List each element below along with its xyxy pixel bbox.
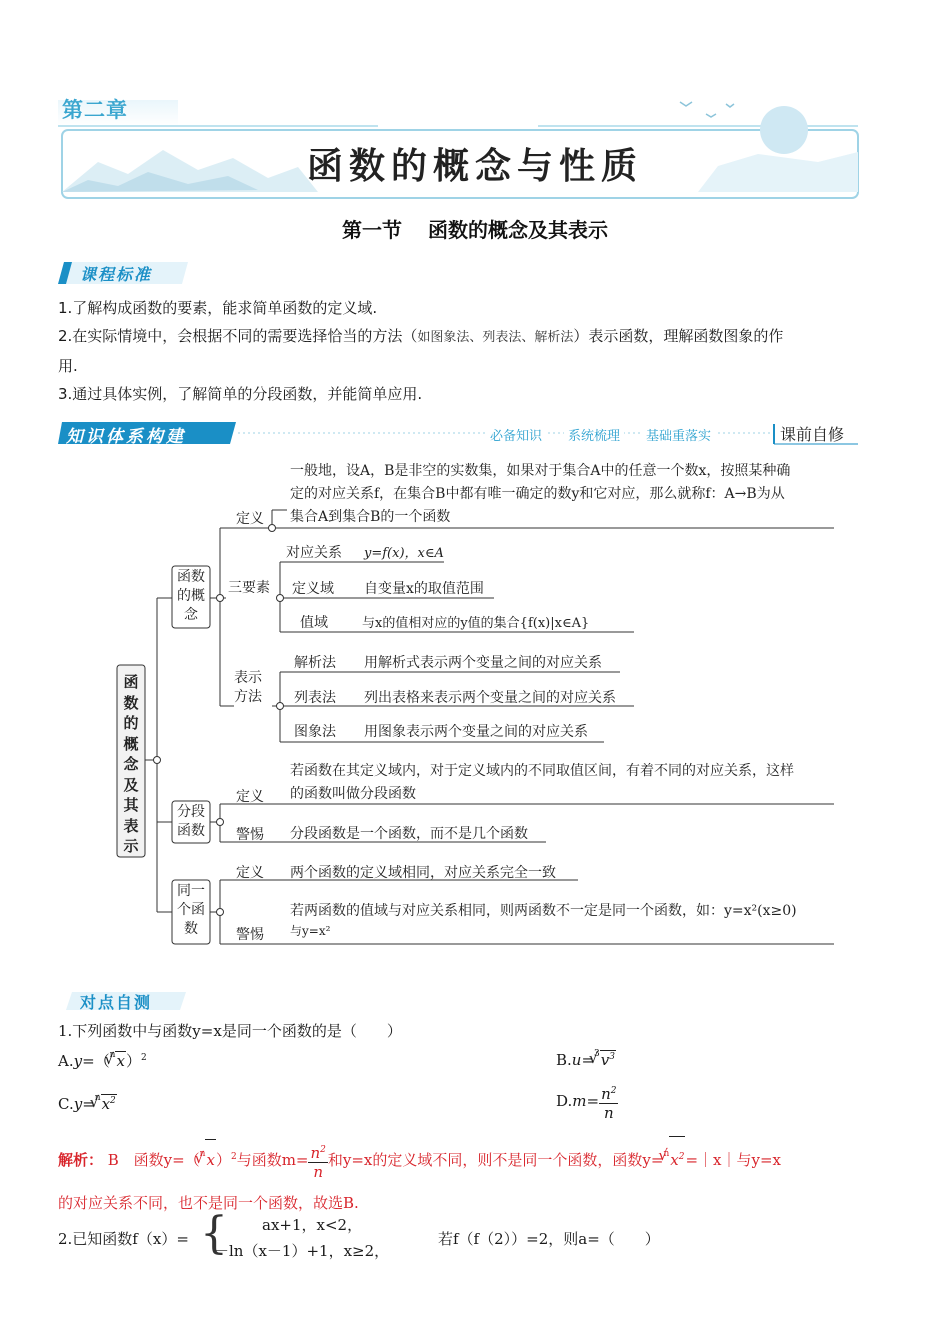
piecewise-def-label: 定义 xyxy=(236,789,264,805)
analytic-text: 用解析式表示两个变量之间的对应关系 xyxy=(364,655,602,671)
list-text: 列出表格来表示两个变量之间的对应关系 xyxy=(364,690,616,706)
three-elements-label: 三要素 xyxy=(228,580,270,596)
piecewise-def-line-2: 的函数叫做分段函数 xyxy=(290,786,416,802)
piecewise-def-line-1: 若函数在其定义域内，对于定义域内的不同取值区间，有着不同的对应关系，这样 xyxy=(290,763,794,779)
representation-label: 表示方法 xyxy=(234,670,262,705)
chapter-title: 函数的概念与性质 xyxy=(306,145,643,187)
branch-piecewise: 分段函数 xyxy=(177,804,205,839)
same-warn-label: 警惕 xyxy=(236,927,264,943)
piecewise-warn-text: 分段函数是一个函数，而不是几个函数 xyxy=(290,826,528,842)
image-text: 用图象表示两个变量之间的对应关系 xyxy=(364,724,588,740)
self-test-heading: 对点自测 xyxy=(80,993,153,1012)
same-warn-line-2: 与y=x² xyxy=(290,924,331,938)
q2-stem: 2.已知函数f（x）= xyxy=(58,1230,189,1248)
curriculum-item-2-cont: 用. xyxy=(58,357,78,375)
range-label: 值域 xyxy=(300,615,328,631)
section-name: 函数的概念及其表示 xyxy=(428,218,608,242)
analytic-label: 解析法 xyxy=(294,655,336,671)
curriculum-item-1: 1.了解构成函数的要素，能求简单函数的定义域. xyxy=(58,299,378,317)
solution-answer: B xyxy=(107,1151,119,1169)
concept-def-line-2: 定的对应关系f，在集合B中都有唯一确定的数y和它对应，那么就称f：A→B为从 xyxy=(290,486,785,502)
branch-concept: 函数的概念 xyxy=(177,569,205,623)
curriculum-item-2: 2.在实际情境中，会根据不同的需要选择恰当的方法（如图象法、列表法、解析法）表示函数，理解函数图象的作 xyxy=(58,327,784,345)
knowledge-right-label: 课前自修 xyxy=(780,425,845,444)
same-def-text: 两个函数的定义域相同，对应关系完全一致 xyxy=(290,865,556,881)
tree-root: 函数的概念及其表示 xyxy=(123,673,139,855)
list-label: 列表法 xyxy=(294,690,336,706)
range-text: 与x的值相对应的y值的集合{f(x)|x∈A} xyxy=(362,616,590,631)
q2-brace: { xyxy=(200,1208,228,1259)
curriculum-heading: 课程标准 xyxy=(80,265,153,284)
curriculum-item-3: 3.通过具体实例，了解简单的分段函数，并能简单应用. xyxy=(58,385,423,403)
q1-option-b: B.u=$^3$√ $v^3$ xyxy=(556,1050,616,1069)
q1-option-a: A.y=（$^n$√ x）$^2$ xyxy=(58,1050,147,1071)
domain-text: 自变量x的取值范围 xyxy=(364,581,484,597)
knowledge-heading: 知识体系构建 xyxy=(66,427,186,447)
section-number: 第一节 xyxy=(342,218,402,242)
q1-option-c: C.y=$^n$√ $x^2$ xyxy=(58,1094,117,1113)
q1-stem: 1.下列函数中与函数y=x是同一个函数的是（ ） xyxy=(58,1022,402,1040)
same-warn-line-1: 若两函数的值域与对应关系相同，则两函数不一定是同一个函数，如：y=x²(x≥0) xyxy=(290,903,797,919)
domain-label: 定义域 xyxy=(292,581,334,597)
concept-def-label: 定义 xyxy=(236,511,264,527)
same-def-label: 定义 xyxy=(236,865,264,881)
piecewise-warn-label: 警惕 xyxy=(236,827,264,843)
q2-piece-2: －ln（x－1）+1，x≥2， xyxy=(214,1242,390,1260)
image-label: 图象法 xyxy=(294,724,336,740)
knowledge-item-2: 系统梳理 xyxy=(564,425,624,444)
knowledge-item-3: 基础重落实 xyxy=(642,425,715,444)
q1-option-d: D.m= $\frac{n^2}{n}$ xyxy=(556,1082,618,1122)
q1-solution: 解析： B 函数y=（$^n$√ x）$^2$与函数m= $\frac{n^2}{n}$ 和y=x的定义域不同，则不是同一个函数，函数y=$^n$√ $x^2=|x|$与y=x 的对应关系不同，也不是同一个函数，故选B. xyxy=(58,1136,898,1223)
concept-def-line-3: 集合A到集合B的一个函数 xyxy=(290,509,451,525)
q2-piece-1: ax+1，x<2， xyxy=(262,1216,363,1234)
relation-text: y=f(x)，x∈A xyxy=(364,546,444,561)
q2-tail: 若f（f（2））=2，则a=（ ） xyxy=(438,1230,660,1248)
chapter-tag: 第二章 xyxy=(62,98,128,122)
solution-label: 解析： xyxy=(58,1151,104,1169)
branch-same: 同一个函数 xyxy=(177,883,205,937)
knowledge-item-1: 必备知识 xyxy=(486,425,546,444)
concept-def-line-1: 一般地，设A，B是非空的实数集，如果对于集合A中的任意一个数x，按照某种确 xyxy=(290,463,791,479)
relation-label: 对应关系 xyxy=(286,545,342,561)
